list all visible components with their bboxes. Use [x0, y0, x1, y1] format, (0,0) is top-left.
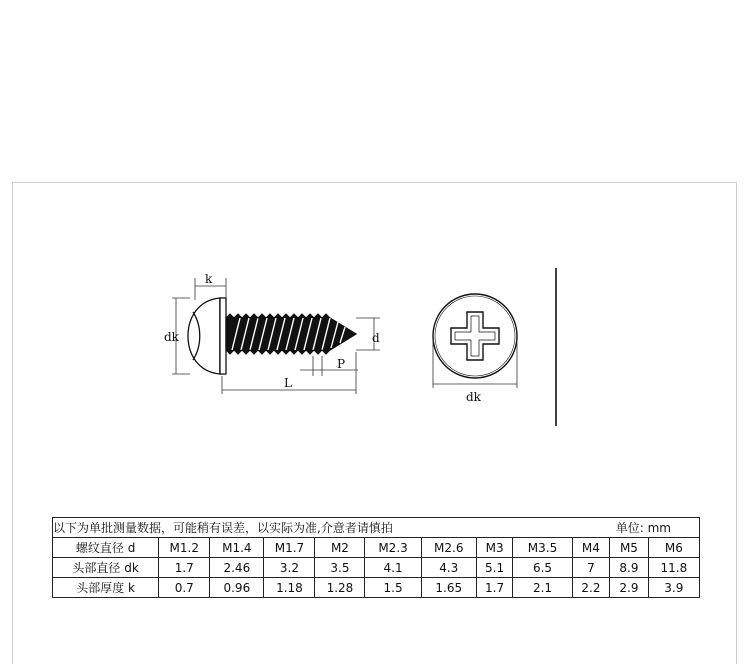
table-cell: 11.8 — [648, 558, 699, 578]
spec-table — [52, 517, 700, 598]
unit-label: 单位: mm — [615, 521, 671, 535]
table-cell: 3.9 — [648, 578, 699, 598]
table-cell: 2.46 — [210, 558, 264, 578]
table-cell: M4 — [572, 538, 609, 558]
table-cell: 2.9 — [610, 578, 649, 598]
table-cell: M3.5 — [513, 538, 572, 558]
table-cell: 6.5 — [513, 558, 572, 578]
table-row — [53, 538, 700, 558]
table-cell: M1.2 — [159, 538, 210, 558]
table-cell: 1.5 — [365, 578, 421, 598]
label-dk-side: dk — [164, 330, 179, 344]
table-cell: M2.3 — [365, 538, 421, 558]
table-cell: 4.3 — [421, 558, 476, 578]
table-cell: 2.1 — [513, 578, 572, 598]
table-cell: 0.96 — [210, 578, 264, 598]
label-k: k — [205, 272, 213, 286]
table-cell: M2.6 — [421, 538, 476, 558]
table-cell: 1.65 — [421, 578, 476, 598]
table-cell: 1.18 — [264, 578, 315, 598]
table-note-row — [53, 518, 700, 538]
label-p: P — [337, 357, 346, 371]
table-cell: 1.28 — [315, 578, 365, 598]
row-label: 头部厚度 k — [53, 578, 159, 598]
label-d: d — [372, 331, 380, 345]
table-cell: 3.2 — [264, 558, 315, 578]
table-cell: 8.9 — [610, 558, 649, 578]
table-cell: 2.2 — [572, 578, 609, 598]
table-row — [53, 558, 700, 578]
screw-head-top-view — [433, 294, 517, 378]
label-l: L — [284, 376, 292, 390]
table-cell: M2 — [315, 538, 365, 558]
measurement-note: 以下为单批测量数据，可能稍有误差，以实际为准,介意者请慎拍 — [53, 521, 393, 535]
table-cell: 0.7 — [159, 578, 210, 598]
label-dk-head: dk — [466, 390, 481, 404]
table-cell: M6 — [648, 538, 699, 558]
table-cell: 3.5 — [315, 558, 365, 578]
table-cell: M1.7 — [264, 538, 315, 558]
row-label: 头部直径 dk — [53, 558, 159, 578]
row-label: 螺纹直径 d — [53, 538, 159, 558]
table-cell: M3 — [476, 538, 512, 558]
table-cell: 7 — [572, 558, 609, 578]
table-cell: 1.7 — [159, 558, 210, 578]
head-dimension-lines — [433, 340, 517, 388]
table-cell: 5.1 — [476, 558, 512, 578]
screw-side-view — [188, 298, 356, 374]
table-row — [53, 578, 700, 598]
table-cell: M5 — [610, 538, 649, 558]
table-cell: M1.4 — [210, 538, 264, 558]
table-cell: 1.7 — [476, 578, 512, 598]
table-cell: 4.1 — [365, 558, 421, 578]
